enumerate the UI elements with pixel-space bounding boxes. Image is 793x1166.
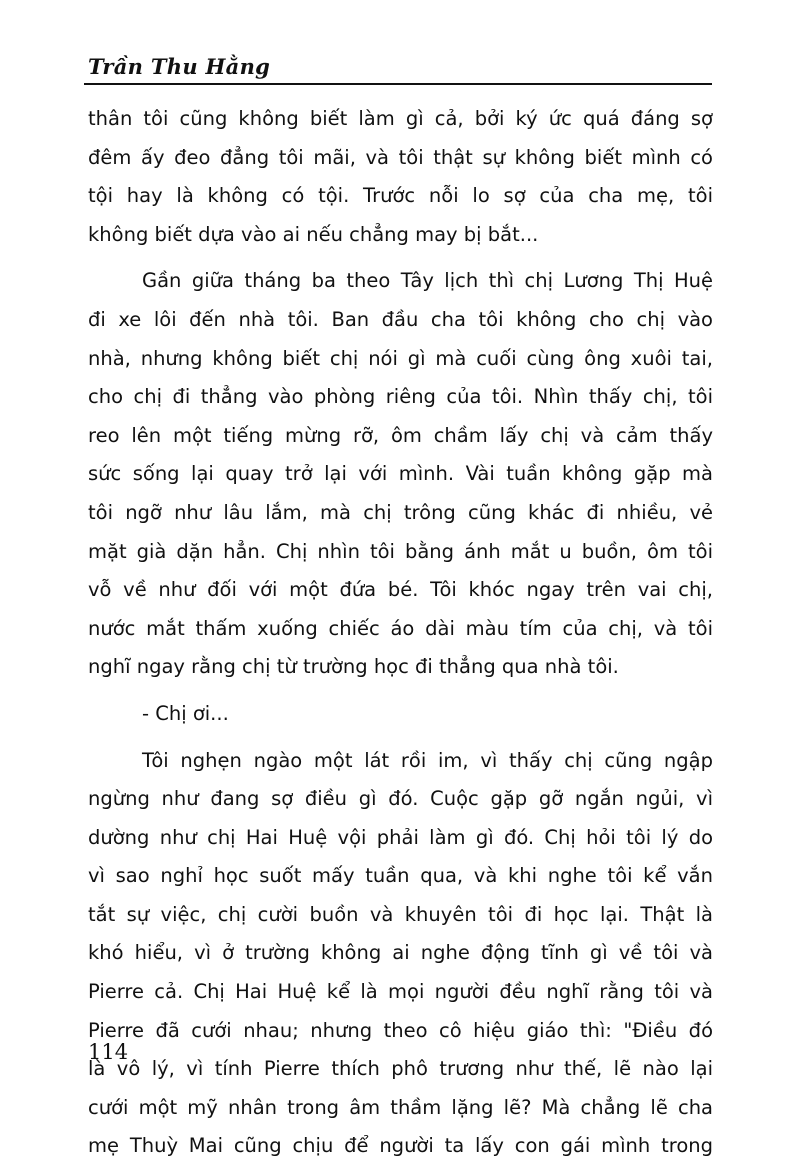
text-line: dường như chị Hai Huệ vội phải làm gì đó. Chị hỏi tôi lý do [88, 819, 713, 858]
text-line: mặt già dặn hẳn. Chị nhìn tôi bằng ánh mắt u buồn, ôm tôi [88, 533, 713, 572]
text-line: nghĩ ngay rằng chị từ trường học đi thẳng qua nhà tôi. [88, 648, 713, 687]
text-line: - Chị ơi... [88, 695, 713, 734]
text-line: Pierre đã cưới nhau; nhưng theo cô hiệu giáo thì: "Điều đó [88, 1012, 713, 1051]
paragraph-spacer [88, 254, 713, 262]
paragraph-spacer [88, 687, 713, 695]
text-line: là vô lý, vì tính Pierre thích phô trương như thế, lẽ nào lại [88, 1050, 713, 1089]
text-line: vỗ về như đối với một đứa bé. Tôi khóc ngay trên vai chị, [88, 571, 713, 610]
header-rule [84, 83, 712, 85]
text-line: nước mắt thấm xuống chiếc áo dài màu tím của chị, và tôi [88, 610, 713, 649]
text-line: vì sao nghỉ học suốt mấy tuần qua, và khi nghe tôi kể vắn [88, 857, 713, 896]
paragraph [88, 742, 713, 1166]
text-line: khó hiểu, vì ở trường không ai nghe động tĩnh gì về tôi và [88, 934, 713, 973]
text-line: cưới một mỹ nhân trong âm thầm lặng lẽ? Mà chẳng lẽ cha [88, 1089, 713, 1128]
text-line: ngừng như đang sợ điều gì đó. Cuộc gặp gỡ ngắn ngủi, vì [88, 780, 713, 819]
page-number: 114 [88, 1040, 128, 1064]
text-line: không biết dựa vào ai nếu chẳng may bị bắt... [88, 216, 713, 255]
text-line: reo lên một tiếng mừng rỡ, ôm chầm lấy chị và cảm thấy [88, 417, 713, 456]
body-text [88, 100, 713, 1166]
paragraph-spacer [88, 734, 713, 742]
text-line: mẹ Thuỳ Mai cũng chịu để người ta lấy con gái mình trong [88, 1127, 713, 1166]
text-line: Pierre cả. Chị Hai Huệ kể là mọi người đều nghĩ rằng tôi và [88, 973, 713, 1012]
paragraph [88, 100, 713, 254]
text-line: Gần giữa tháng ba theo Tây lịch thì chị Lương Thị Huệ [88, 262, 713, 301]
text-line: thân tôi cũng không biết làm gì cả, bởi ký ức quá đáng sợ [88, 100, 713, 139]
paragraph [88, 262, 713, 687]
text-line: đi xe lôi đến nhà tôi. Ban đầu cha tôi không cho chị vào [88, 301, 713, 340]
text-line: nhà, nhưng không biết chị nói gì mà cuối cùng ông xuôi tai, [88, 340, 713, 379]
text-line: đêm ấy đeo đẳng tôi mãi, và tôi thật sự không biết mình có [88, 139, 713, 178]
paragraph [88, 695, 713, 734]
text-line: cho chị đi thẳng vào phòng riêng của tôi. Nhìn thấy chị, tôi [88, 378, 713, 417]
text-line: tội hay là không có tội. Trước nỗi lo sợ của cha mẹ, tôi [88, 177, 713, 216]
text-line: tôi ngỡ như lâu lắm, mà chị trông cũng khác đi nhiều, vẻ [88, 494, 713, 533]
text-line: Tôi nghẹn ngào một lát rồi im, vì thấy chị cũng ngập [88, 742, 713, 781]
text-line: tắt sự việc, chị cười buồn và khuyên tôi đi học lại. Thật là [88, 896, 713, 935]
text-line: sức sống lại quay trở lại với mình. Vài tuần không gặp mà [88, 455, 713, 494]
running-head-author: Trần Thu Hằng [88, 54, 270, 79]
